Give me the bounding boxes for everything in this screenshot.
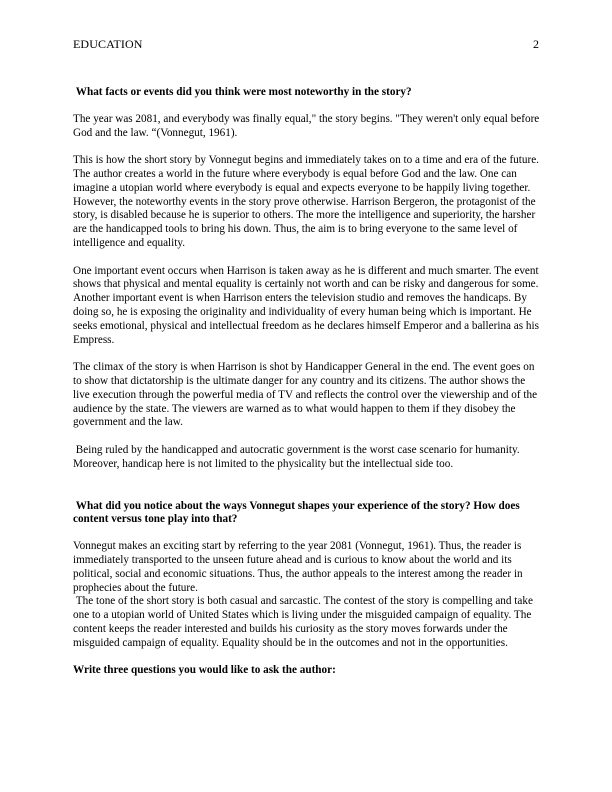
question-heading-2: What did you notice about the ways Vonnegut shapes your experience of the story? How does content versus tone play into that? (73, 499, 520, 526)
document-body (73, 86, 543, 691)
question-heading-1: What facts or events did you think were most noteworthy in the story? (75, 86, 412, 98)
paragraph-3: One important event occurs when Harrison is taken away as he is different and much smarter. The event shows that physical and mental equality is certainly not worth and can be risky and dangerous for some. Another important event is when Harrison enters the television studio and removes the handicaps. By doing so, he is exposing the originality and individuality of every human being which is important. He seeks emotional, physical and intellectual freedom as he declares himself Emperor and a ballerina as his Empress. (73, 264, 539, 346)
paragraph-5: Being ruled by the handicapped and autocratic government is the worst case scenario for humanity. Moreover, handicap here is not limited to the physicality but the intellectual side too. (73, 443, 520, 470)
paragraph-2: This is how the short story by Vonnegut begins and immediately takes on to a time and era of the future. The author creates a world in the future where everybody is equal before God and the law. One can imagine a utopian world where everybody is equal and expects everyone to be happily living together. However, the noteworthy events in the story prove otherwise. Harrison Bergeron, the protagonist of the story, is disabled because he is superior to others. The more the intelligence and superiority, the harsher are the handicapped tools to bring his down. Thus, the aim is to bring everyone to the same level of intelligence and equality. (73, 154, 539, 249)
running-head: EDUCATION (73, 37, 143, 51)
paragraph-7: The tone of the short story is both casual and sarcastic. The contest of the story is compelling and take one to a utopian world of United States which is living under the misguided campaign of equality. The content keeps the reader interested and builds his curiosity as the story moves forwards under the misguided campaign of equality. Equality should be in the outcomes and not in the opportunities. (73, 595, 533, 649)
question-heading-3: Write three questions you would like to ask the author: (73, 664, 336, 677)
paragraph-1: The year was 2081, and everybody was finally equal," the story begins. "They weren't only equal before God and the law. “(Vonnegut, 1961). (73, 112, 540, 139)
page-number: 2 (533, 37, 539, 51)
paragraph-4: The climax of the story is when Harrison is shot by Handicapper General in the end. The event goes on to show that dictatorship is the ultimate danger for any country and its citizens. The author shows the live execution through the powerful media of TV and reflects the control over the viewership and of the audience by the state. The viewers are warned as to what would happen to them if they disobey the government and the law. (73, 361, 538, 429)
paragraph-6: Vonnegut makes an exciting start by referring to the year 2081 (Vonnegut, 1961). Thus, the reader is immediately transported to the unseen future ahead and is curious to know about the world and its political, social and economic situations. Thus, the author appeals to the interest among the reader in prophecies about the future. (73, 540, 523, 594)
